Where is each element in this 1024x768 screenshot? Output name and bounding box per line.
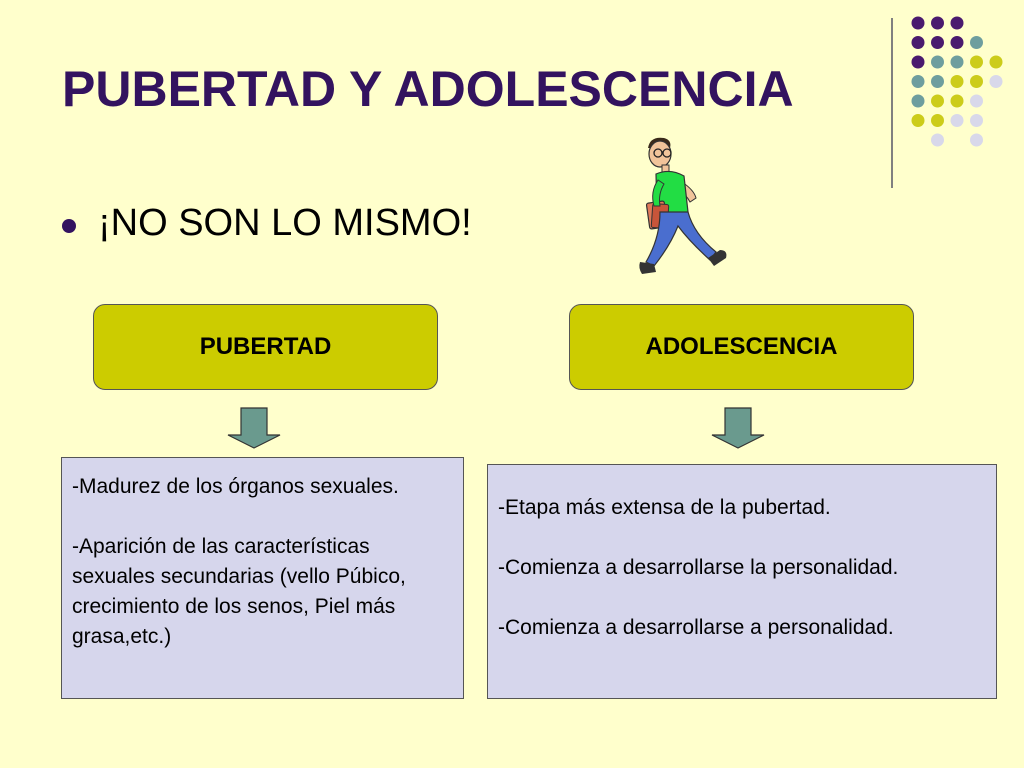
down-arrow-icon — [710, 407, 766, 449]
decorative-dot — [912, 36, 925, 49]
decorative-dot — [970, 95, 983, 108]
decorative-dot — [912, 17, 925, 30]
decorative-dot — [970, 75, 983, 88]
decorative-dot — [970, 56, 983, 69]
decorative-dot — [931, 17, 944, 30]
bullet-item — [62, 202, 472, 245]
pubertad-description-box — [61, 457, 464, 699]
slide-title: PUBERTAD Y ADOLESCENCIA — [62, 61, 794, 117]
decorative-dot — [931, 95, 944, 108]
walking-student-illustration — [636, 134, 731, 279]
decorative-dot — [951, 114, 964, 127]
adolescencia-item: -Comienza a desarrollarse la personalidad. — [498, 556, 899, 579]
decorative-dot — [912, 114, 925, 127]
adolescencia-item: -Comienza a desarrollarse a personalidad. — [498, 616, 894, 639]
decorative-dot — [951, 75, 964, 88]
decorative-dot — [990, 75, 1003, 88]
down-arrow-icon — [226, 407, 282, 449]
decorative-dot — [931, 36, 944, 49]
decorative-dot — [912, 75, 925, 88]
pubertad-item: -Madurez de los órganos sexuales. — [72, 475, 399, 498]
adolescencia-item: -Etapa más extensa de la pubertad. — [498, 496, 831, 519]
adolescencia-label-box: ADOLESCENCIA — [569, 304, 914, 390]
decorative-divider — [891, 18, 893, 188]
adolescencia-description-box — [487, 464, 997, 699]
decorative-dot — [951, 95, 964, 108]
decorative-dot — [951, 36, 964, 49]
bullet-marker — [62, 219, 76, 233]
decorative-dot — [951, 17, 964, 30]
bullet-text: ¡NO SON LO MISMO! — [98, 202, 472, 244]
decorative-dot — [951, 56, 964, 69]
pubertad-label-box: PUBERTAD — [93, 304, 438, 390]
decorative-dot — [931, 75, 944, 88]
decorative-dot — [990, 56, 1003, 69]
decorative-dot — [970, 134, 983, 147]
decorative-dot — [931, 56, 944, 69]
decorative-dot — [970, 114, 983, 127]
decorative-dot — [931, 114, 944, 127]
decorative-dot — [931, 134, 944, 147]
decorative-dot — [912, 95, 925, 108]
decorative-dot — [970, 36, 983, 49]
pubertad-item: -Aparición de las características sexuales secundarias (vello Púbico, crecimiento de los senos, Piel más grasa,etc.) — [72, 535, 406, 648]
decorative-dot — [912, 56, 925, 69]
